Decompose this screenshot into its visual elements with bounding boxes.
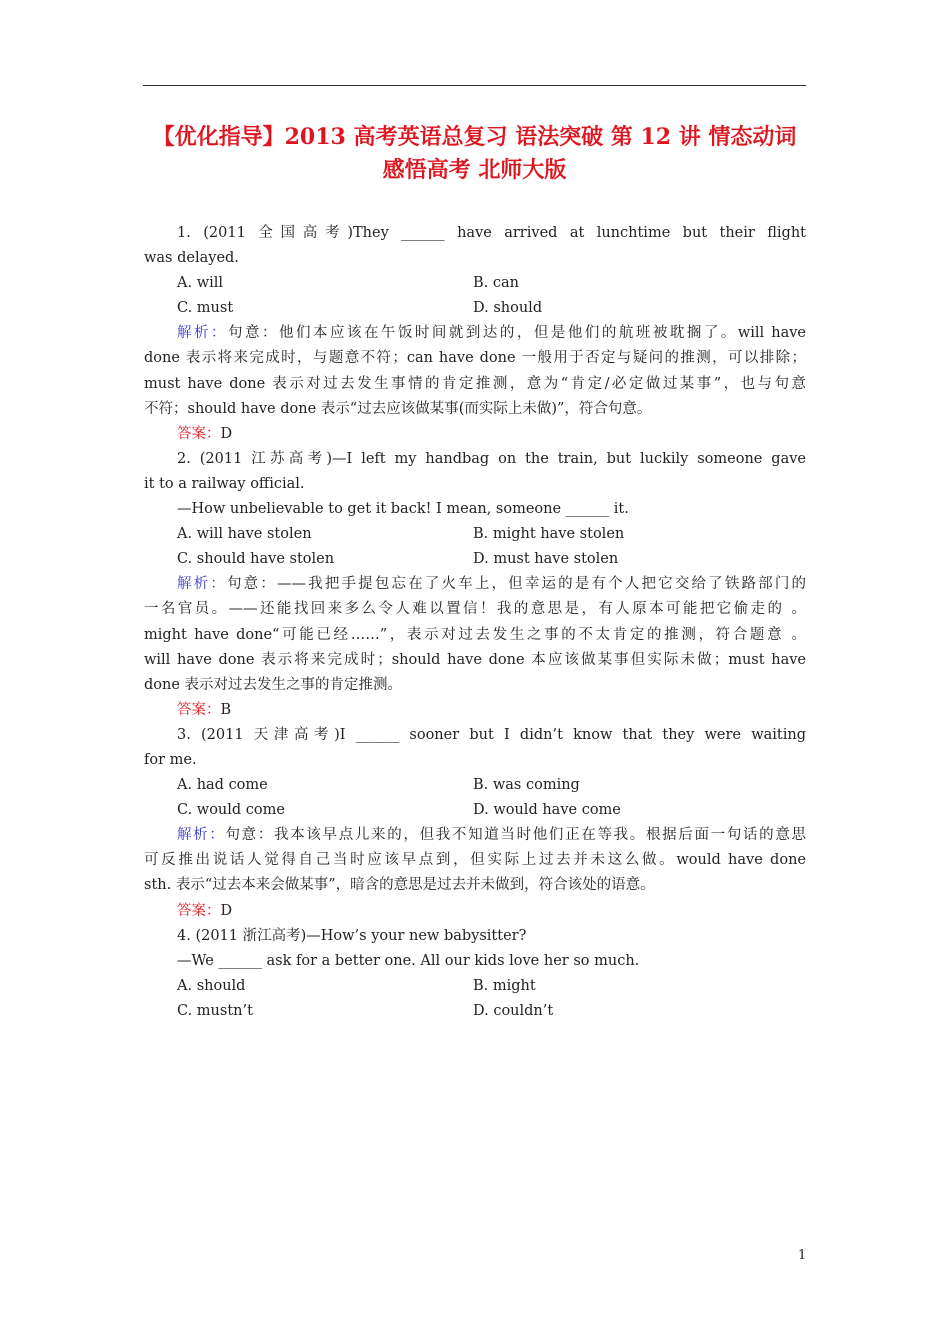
option: B. was coming	[473, 777, 580, 794]
q4-options-cd	[144, 999, 806, 1024]
q1-stem: 1. (2011 全国高考)They ______ have arrived at lunchtime but their flight	[177, 225, 806, 241]
option: C. must	[177, 300, 234, 317]
q3-options-cd	[144, 798, 806, 823]
q4-stem: 4. (2011 浙江高考)—How’s your new babysitter?	[177, 927, 527, 944]
option: D. should	[473, 300, 543, 317]
q2-options-cd	[144, 547, 806, 572]
q3-stem-cont: for me.	[144, 751, 197, 768]
q1-stem-cont: was delayed.	[144, 250, 239, 267]
option: B. can	[473, 275, 519, 292]
analysis-line: must have done 表示对过去发生事情的肯定推测，意为“肯定/必定做过某事”，也与句意	[144, 375, 806, 392]
q4-stem-reply: —We ______ ask for a better one. All our kids love her so much.	[177, 952, 640, 969]
analysis-text: 句意：他们本应该在午饭时间就到达的，但是他们的航班被耽搁了。will have	[227, 325, 806, 342]
document-body	[144, 221, 806, 1024]
answer-value: D	[220, 902, 233, 919]
analysis-line: might have done“可能已经……”，表示对过去发生之事的不太肯定的推测，符合题意 。	[144, 626, 806, 643]
q2-analysis	[144, 572, 806, 597]
q1-options-cd	[144, 296, 806, 321]
q1-options-ab	[144, 271, 806, 296]
answer-value: B	[220, 701, 232, 718]
option: B. might have stolen	[473, 526, 625, 543]
answer-label: 答案：	[177, 701, 221, 718]
analysis-line: sth. 表示“过去本来会做某事”，暗含的意思是过去并未做到，符合该处的语意。	[144, 877, 655, 894]
page-number: 1	[798, 1248, 807, 1263]
q4-options-ab	[144, 974, 806, 999]
analysis-label: 解析：	[177, 325, 228, 342]
analysis-line: 可反推出说话人觉得自己当时应该早点到，但实际上过去并未这么做。would have done	[144, 852, 806, 869]
option: B. might	[473, 977, 536, 994]
option: D. would have come	[473, 802, 621, 819]
q2-options-ab	[144, 522, 806, 547]
option: C. mustn’t	[177, 1002, 253, 1019]
q2-answer	[144, 698, 806, 723]
analysis-line: done 表示将来完成时，与题意不符；can have done 一般用于否定与疑问的推测，可以排除；	[144, 350, 806, 367]
option: A. will have stolen	[177, 526, 312, 543]
analysis-line: done 表示对过去发生之事的肯定推测。	[144, 676, 403, 693]
option: A. had come	[177, 777, 268, 794]
q3-options-ab	[144, 773, 806, 798]
answer-label: 答案：	[177, 425, 221, 442]
q3-analysis	[144, 823, 806, 848]
q3-stem: 3. (2011 天津高考)I ______ sooner but I didn’t know that they were waiting	[177, 726, 806, 743]
option: A. should	[177, 977, 246, 994]
option: D. must have stolen	[473, 551, 619, 568]
analysis-line: will have done 表示将来完成时；should have done 本应该做某事但实际未做；must have	[144, 651, 806, 668]
analysis-label: 解析：	[177, 827, 226, 844]
option: C. should have stolen	[177, 551, 335, 568]
analysis-line: 一名官员。——还能找回来多么令人难以置信！我的意思是，有人原本可能把它偷走的 。	[144, 601, 806, 618]
header-rule	[143, 85, 806, 86]
option: C. would come	[177, 802, 285, 819]
q1-answer	[144, 422, 806, 447]
title-line-2: 感悟高考 北师大版	[382, 157, 567, 183]
analysis-label: 解析：	[177, 576, 227, 593]
option: D. couldn’t	[473, 1002, 554, 1019]
analysis-text: 句意：我本该早点儿来的，但我不知道当时他们正在等我。根据后面一句话的意思	[225, 827, 806, 844]
analysis-text: 句意：——我把手提包忘在了火车上，但幸运的是有个人把它交给了铁路部门的	[227, 576, 806, 593]
q2-stem-cont: it to a railway official.	[144, 475, 305, 492]
answer-label: 答案：	[177, 902, 221, 919]
q2-stem: 2. (2011 江苏高考)—I left my handbag on the train, but luckily someone gave	[177, 450, 806, 467]
analysis-line: 不符；should have done 表示“过去应该做某事(而实际上未做)”，符合句意。	[144, 400, 652, 417]
q1-analysis	[144, 321, 806, 346]
q2-stem-reply: —How unbelievable to get it back! I mean, someone ______ it.	[177, 501, 629, 518]
option: A. will	[177, 275, 224, 292]
q3-answer	[144, 899, 806, 924]
answer-value: D	[220, 425, 233, 442]
title-line-1: 【优化指导】2013 高考英语总复习 语法突破 第 12 讲 情态动词	[152, 124, 797, 150]
